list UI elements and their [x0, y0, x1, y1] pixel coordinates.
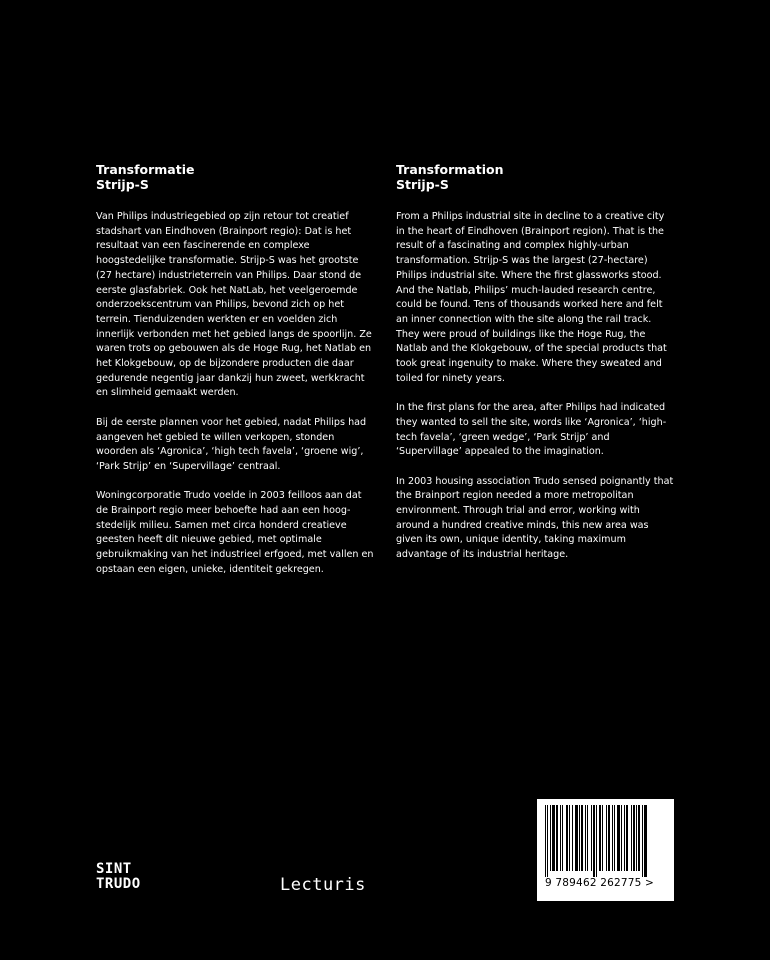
isbn-number: 9 789462 262775 >	[545, 877, 655, 889]
dutch-paragraph-1: Van Philips industriegebied op zijn retour tot creatief stadshart van Eindhoven (Brainport regio): Dat is het resultaat van een fascinerende en complexe hoogstedelijke transformatie. Strijp-S was het grootste (27 hectare) industrieterrein van Philips. Daar stond de eerste glasfabriek. Ook het NatLab, het veelgeroemde onderzoekscentrum van Philips, bevond zich op het terrein. Tienduizenden werkten er en voelden zich innerlijk verbonden met het gebied langs de spoorlijn. Ze waren trots op gebouwen als de Hoge Rug, het Natlab en het Klokgebouw, op de bijzondere producten die daar gedurende negentig jaar dankzij hun zweet, werkkracht en slimheid gemaakt werden.	[96, 211, 372, 399]
barcode-bar	[566, 805, 568, 871]
barcode-bar	[644, 805, 647, 877]
barcode-bar	[633, 805, 635, 871]
barcode-bar	[602, 805, 603, 871]
sint-trudo-logo	[96, 862, 141, 892]
barcode-bar	[614, 805, 615, 871]
barcode-bar	[593, 805, 595, 877]
barcode-bar	[585, 805, 586, 871]
english-paragraph-3: In 2003 housing association Trudo sensed poignantly that the Brainport region needed a more metropolitan environment. Through trial and error, working with around a hundred creative minds, this new area was given its own, unique identity, taking maximum advantage of its industrial heritage.	[396, 475, 674, 561]
dutch-paragraph-3: Woningcorporatie Trudo voelde in 2003 feilloos aan dat de Brainport regio meer behoefte had aan een hoog-stedelijk milieu. Samen met circa honderd creatieve geesten heeft dit nieuwe gebied, met optimale gebruikmaking van het industrieel erfgoed, met vallen en opstaan een eigen, unieke, identiteit gekregen.	[96, 490, 374, 575]
english-title-line1: Transformation	[396, 162, 504, 177]
barcode-bar	[572, 805, 573, 871]
sint-trudo-logo-line1: SINT	[96, 861, 132, 877]
barcode-bar	[617, 805, 620, 871]
barcode-bar	[575, 805, 578, 871]
dutch-title-line1: Transformatie	[96, 162, 195, 177]
dutch-column	[96, 162, 376, 592]
barcode-bar	[626, 805, 628, 871]
barcode-bar	[581, 805, 583, 871]
barcode-bar	[636, 805, 637, 871]
dutch-title	[96, 162, 376, 192]
english-paragraph-1: From a Philips industrial site in decline to a creative city in the heart of Eindhoven (Brainport region). That is the result of a fascinating and complex highly-urban transformation. Strijp-S was the largest (27-hectare) Philips industrial site. Where the first glassworks stood. And the Natlab, Philips’ much-lauded research centre, could be found. Tens of thousands worked here and felt an inner connection with the site along the rail track. They were proud of buildings like the Hoge Rug, the Natlab and the Klokgebouw, of the special products that took great ingenuity to make. Where they sweated and toiled for ninety years.	[396, 211, 667, 384]
barcode-bar	[547, 805, 548, 877]
barcode-bar	[560, 805, 561, 871]
barcode-bar	[591, 805, 592, 871]
english-title-line2: Strijp-S	[396, 177, 449, 192]
barcode-bar	[579, 805, 580, 871]
lecturis-logo: Lecturis	[280, 875, 366, 895]
sint-trudo-logo-line2: TRUDO	[96, 876, 141, 892]
isbn-barcode	[537, 799, 674, 901]
barcode-bar	[599, 805, 601, 871]
english-paragraph-2: In the first plans for the area, after Philips had indicated they wanted to sell the site, words like ‘Agronica’, ‘high-tech favela’, ‘green wedge’, ‘Park Strijp’ and ‘Supervillage’ appealed to the imagination.	[396, 402, 667, 458]
english-title	[396, 162, 676, 192]
dutch-paragraph-2: Bij de eerste plannen voor het gebied, nadat Philips had aangeven het gebied te willen verkopen, stonden woorden als ‘Agronica’, ‘high tech favela’, ‘groene wig’, ‘Park Strijp’ en ‘Supervillage’ centraal.	[96, 416, 367, 472]
barcode-bars	[543, 805, 668, 877]
barcode-bar	[621, 805, 622, 871]
barcode-bar	[596, 805, 597, 877]
barcode-bar	[569, 805, 570, 871]
barcode-bar	[638, 805, 640, 871]
english-column	[396, 162, 676, 578]
dutch-title-line2: Strijp-S	[96, 177, 149, 192]
barcode-bar	[552, 805, 555, 871]
barcode-bar	[606, 805, 607, 871]
barcode-bar	[608, 805, 610, 871]
barcode-bar	[631, 805, 632, 871]
barcode-bar	[556, 805, 558, 871]
barcode-bar	[545, 805, 546, 877]
barcode-bar	[587, 805, 588, 871]
barcode-bar	[550, 805, 551, 871]
barcode-bar	[642, 805, 643, 877]
barcode-bar	[612, 805, 613, 871]
barcode-bar	[624, 805, 625, 871]
barcode-bar	[562, 805, 563, 871]
